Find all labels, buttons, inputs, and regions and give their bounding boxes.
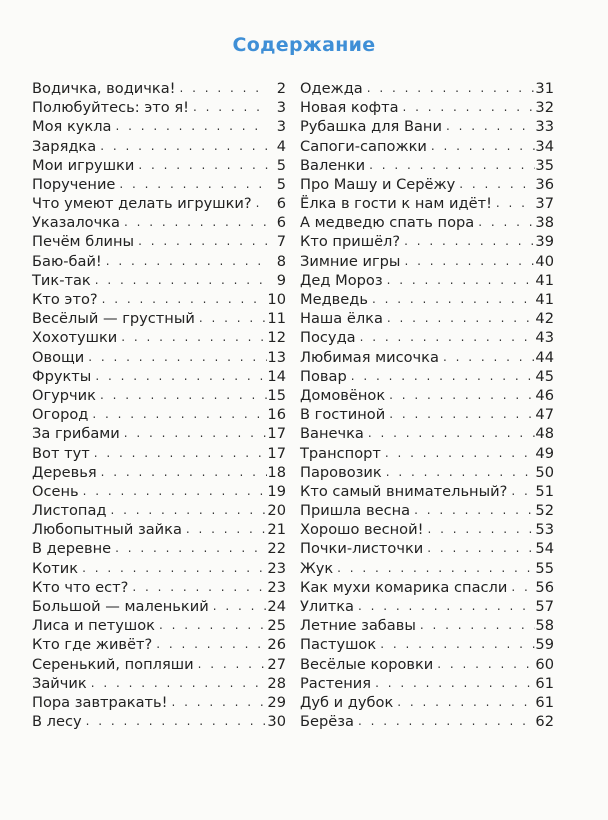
toc-entry: [32, 540, 286, 559]
toc-entry-page-number: 59: [535, 636, 554, 654]
toc-dot-leader: [84, 348, 267, 367]
toc-entry-page-number: 27: [267, 655, 286, 673]
toc-entry-title: Огурчик: [32, 386, 96, 404]
toc-entry: [300, 386, 554, 405]
toc-entry: [32, 156, 286, 175]
toc-entry-page-number: 61: [535, 674, 554, 692]
toc-entry-page-number: 23: [267, 559, 286, 577]
toc-entry-page-number: 19: [267, 482, 286, 500]
toc-entry: [300, 290, 554, 309]
toc-dot-leader: [383, 271, 536, 290]
toc-entry: [300, 444, 554, 463]
toc-entry: [300, 424, 554, 443]
toc-entry: [32, 367, 286, 386]
toc-entry: [32, 520, 286, 539]
toc-dot-leader: [79, 482, 268, 501]
toc-dot-leader: [209, 597, 268, 616]
toc-entry-title: Полюбуйтесь: это я!: [32, 99, 190, 117]
toc-entry-title: Домовёнок: [300, 386, 386, 404]
toc-entry-page-number: 44: [535, 348, 554, 366]
toc-dot-leader: [356, 328, 536, 347]
toc-entry: [32, 463, 286, 482]
toc-entry: [300, 252, 554, 271]
toc-dot-leader: [111, 539, 267, 558]
toc-entry: [300, 213, 554, 232]
toc-dot-leader: [410, 501, 535, 520]
toc-entry-page-number: 46: [535, 386, 554, 404]
toc-entry: [300, 463, 554, 482]
toc-dot-leader: [439, 348, 535, 367]
toc-dot-leader: [182, 520, 268, 539]
toc-entry: [32, 712, 286, 731]
toc-entry-title: Зимние игры: [300, 252, 401, 270]
toc-dot-leader: [385, 386, 535, 405]
toc-right-column: [300, 79, 554, 731]
toc-dot-leader: [455, 175, 535, 194]
toc-dot-leader: [91, 271, 268, 290]
toc-entry-page-number: 15: [267, 386, 286, 404]
toc-dot-leader: [354, 597, 535, 616]
toc-entry: [300, 693, 554, 712]
toc-dot-leader: [87, 674, 268, 693]
toc-entry: [300, 328, 554, 347]
toc-entry-title: Указалочка: [32, 214, 120, 232]
toc-entry: [300, 616, 554, 635]
toc-dot-leader: [376, 635, 535, 654]
toc-entry-title: Берёза: [300, 713, 354, 731]
toc-dot-leader: [155, 616, 267, 635]
toc-entry: [32, 655, 286, 674]
toc-entry: [300, 137, 554, 156]
toc-dot-leader: [474, 213, 535, 232]
toc-entry-page-number: 9: [276, 271, 286, 289]
toc-entry-title: Лиса и петушок: [32, 617, 155, 635]
toc-entry: [32, 501, 286, 520]
toc-entry: [32, 674, 286, 693]
toc-entry-page-number: 34: [535, 137, 554, 155]
toc-entry-page-number: 16: [267, 406, 286, 424]
toc-entry-title: В гостиной: [300, 406, 386, 424]
toc-entry: [300, 309, 554, 328]
toc-dot-leader: [492, 194, 536, 213]
toc-dot-leader: [120, 213, 268, 232]
toc-entry: [32, 194, 286, 213]
toc-entry-title: Моя кукла: [32, 118, 112, 136]
toc-entry-title: Ёлка в гости к нам идёт!: [300, 195, 492, 213]
toc-entry-title: Транспорт: [300, 444, 381, 462]
toc-entry-page-number: 62: [535, 713, 554, 731]
toc-entry-title: Кто где живёт?: [32, 636, 153, 654]
toc-entry-title: Печём блины: [32, 233, 135, 251]
toc-entry-title: Овощи: [32, 348, 85, 366]
toc-dot-leader: [400, 252, 535, 271]
toc-entry-title: Сапоги-сапожки: [300, 137, 427, 155]
toc-entry-page-number: 60: [535, 655, 554, 673]
toc-entry-title: Поручение: [32, 175, 116, 193]
toc-entry-title: Хохотушки: [32, 329, 118, 347]
toc-entry-page-number: 14: [267, 367, 286, 385]
toc-entry-page-number: 41: [535, 291, 554, 309]
toc-entry-page-number: 2: [276, 79, 286, 97]
toc-entry-page-number: 31: [535, 79, 554, 97]
toc-dot-leader: [416, 616, 536, 635]
toc-entry-title: Котик: [32, 559, 79, 577]
toc-entry-title: Листопад: [32, 502, 107, 520]
toc-entry-title: Мои игрушки: [32, 156, 135, 174]
toc-entry: [32, 348, 286, 367]
toc-entry-page-number: 51: [535, 482, 554, 500]
toc-entry: [300, 597, 554, 616]
toc-dot-leader: [365, 156, 535, 175]
toc-entry-title: Почки-листочки: [300, 540, 424, 558]
toc-entry: [32, 79, 286, 98]
toc-dot-leader: [333, 559, 535, 578]
toc-entry-title: Растения: [300, 674, 372, 692]
toc-entry-title: Про Машу и Серёжу: [300, 175, 456, 193]
toc-entry: [300, 540, 554, 559]
toc-entry-title: Любимая мисочка: [300, 348, 439, 366]
toc-entry-title: В деревне: [32, 540, 112, 558]
toc-entry-page-number: 57: [535, 598, 554, 616]
toc-entry-page-number: 49: [535, 444, 554, 462]
toc-entry-title: Что умеют делать игрушки?: [32, 195, 252, 213]
toc-entry-title: Одежда: [300, 79, 363, 97]
toc-dot-leader: [382, 463, 536, 482]
toc-dot-leader: [371, 674, 535, 693]
toc-entry-page-number: 24: [267, 598, 286, 616]
toc-dot-leader: [423, 539, 535, 558]
toc-entry-title: Деревья: [32, 463, 97, 481]
toc-entry-title: Летние забавы: [300, 617, 416, 635]
toc-entry: [32, 559, 286, 578]
toc-entry-title: Кто что ест?: [32, 578, 129, 596]
toc-dot-leader: [134, 232, 268, 251]
toc-entry-page-number: 39: [535, 233, 554, 251]
toc-entry: [300, 405, 554, 424]
toc-entry-title: Серенький, попляши: [32, 655, 194, 673]
toc-entry-title: Кто это?: [32, 291, 98, 309]
toc-entry-title: Кто пришёл?: [300, 233, 401, 251]
toc-entry-page-number: 58: [535, 617, 554, 635]
toc-dot-leader: [381, 444, 536, 463]
toc-entry: [32, 635, 286, 654]
toc-entry-title: Тик-так: [32, 271, 91, 289]
toc-entry: [300, 156, 554, 175]
toc-entry-page-number: 7: [276, 233, 286, 251]
toc-entry-page-number: 5: [276, 175, 286, 193]
toc-entry-title: Дед Мороз: [300, 271, 383, 289]
toc-entry-page-number: 8: [276, 252, 286, 270]
toc-dot-leader: [427, 137, 536, 156]
toc-entry: [300, 367, 554, 386]
toc-dot-leader: [115, 175, 268, 194]
toc-entry: [32, 328, 286, 347]
toc-entry-title: Посуда: [300, 329, 356, 347]
toc-dot-leader: [117, 328, 267, 347]
toc-entry: [32, 98, 286, 117]
toc-entry-page-number: 40: [535, 252, 554, 270]
toc-entry-title: Ванечка: [300, 425, 364, 443]
toc-entry-title: Баю-бай!: [32, 252, 102, 270]
toc-entry-page-number: 26: [267, 636, 286, 654]
toc-entry-page-number: 29: [267, 693, 286, 711]
toc-entry: [300, 98, 554, 117]
toc-dot-leader: [385, 405, 535, 424]
toc-entry-title: Рубашка для Вани: [300, 118, 442, 136]
toc-entry-title: Новая кофта: [300, 99, 399, 117]
toc-dot-leader: [134, 156, 268, 175]
toc-entry: [300, 635, 554, 654]
toc-entry-page-number: 50: [535, 463, 554, 481]
toc-entry: [300, 117, 554, 136]
toc-entry-page-number: 12: [267, 329, 286, 347]
toc-dot-leader: [97, 463, 268, 482]
toc-entry-title: Большой — маленький: [32, 598, 209, 616]
toc-entry-page-number: 4: [276, 137, 286, 155]
toc-entry: [300, 520, 554, 539]
toc-entry-page-number: 25: [267, 617, 286, 635]
toc-entry-page-number: 5: [276, 156, 286, 174]
toc-entry-page-number: 30: [267, 713, 286, 731]
toc-entry-page-number: 3: [276, 99, 286, 117]
toc-entry: [300, 712, 554, 731]
toc-dot-leader: [120, 424, 268, 443]
toc-entry: [32, 482, 286, 501]
toc-entry-title: Жук: [300, 559, 334, 577]
toc-entry-page-number: 48: [535, 425, 554, 443]
toc-entry-page-number: 11: [267, 310, 286, 328]
toc-entry: [300, 348, 554, 367]
toc-entry: [300, 501, 554, 520]
toc-entry-page-number: 38: [535, 214, 554, 232]
toc-entry-title: Фрукты: [32, 367, 92, 385]
toc-entry-title: Медведь: [300, 291, 368, 309]
toc-entry-title: Наша ёлка: [300, 310, 383, 328]
toc-entry-title: А медведю спать пора: [300, 214, 475, 232]
toc-entry: [300, 194, 554, 213]
toc-entry: [32, 309, 286, 328]
toc-entry: [300, 674, 554, 693]
toc-dot-leader: [383, 309, 536, 328]
toc-entry-title: В лесу: [32, 713, 82, 731]
toc-dot-leader: [152, 635, 267, 654]
toc-entry-title: Любопытный зайка: [32, 521, 182, 539]
toc-dot-leader: [78, 559, 267, 578]
toc-entry: [32, 252, 286, 271]
toc-entry-page-number: 37: [535, 195, 554, 213]
toc-dot-leader: [363, 79, 536, 98]
toc-entry-title: Пора завтракать!: [32, 693, 168, 711]
toc-dot-leader: [194, 655, 268, 674]
toc-entry-title: Огород: [32, 406, 89, 424]
toc-entry: [32, 271, 286, 290]
toc-dot-leader: [393, 693, 535, 712]
toc-entry-title: Паровозик: [300, 463, 382, 481]
toc-dot-leader: [107, 501, 268, 520]
toc-entry-page-number: 20: [267, 502, 286, 520]
toc-entry-title: Осень: [32, 482, 79, 500]
toc-entry-title: Вот тут: [32, 444, 90, 462]
toc-entry-title: Валенки: [300, 156, 366, 174]
toc-entry-title: Хорошо весной!: [300, 521, 424, 539]
toc-entry-page-number: 43: [535, 329, 554, 347]
toc-entry-page-number: 36: [535, 175, 554, 193]
toc-entry-title: Весёлый — грустный: [32, 310, 195, 328]
toc-dot-leader: [102, 252, 268, 271]
toc-dot-leader: [128, 578, 267, 597]
toc-entry-title: Весёлые коровки: [300, 655, 434, 673]
toc-dot-leader: [195, 309, 268, 328]
toc-dot-leader: [189, 98, 268, 117]
toc-entry-page-number: 10: [267, 291, 286, 309]
toc-dot-leader: [400, 232, 535, 251]
toc-entry: [300, 655, 554, 674]
toc-entry-title: Повар: [300, 367, 347, 385]
toc-entry-page-number: 33: [535, 118, 554, 136]
toc-left-column: [32, 79, 286, 731]
toc-entry-page-number: 47: [535, 406, 554, 424]
toc-entry-page-number: 3: [276, 118, 286, 136]
toc-entry: [32, 137, 286, 156]
toc-entry: [300, 559, 554, 578]
toc-entry: [32, 616, 286, 635]
toc-dot-leader: [252, 194, 268, 213]
toc-entry-page-number: 13: [267, 348, 286, 366]
toc-dot-leader: [364, 424, 536, 443]
toc-entry-page-number: 18: [267, 463, 286, 481]
toc-dot-leader: [368, 290, 535, 309]
toc-dot-leader: [96, 386, 267, 405]
toc-entry-page-number: 56: [535, 578, 554, 596]
toc-entry-title: Как мухи комарика спасли: [300, 578, 508, 596]
toc-entry: [300, 578, 554, 597]
toc-entry-page-number: 17: [267, 425, 286, 443]
toc-entry-page-number: 6: [276, 214, 286, 232]
toc-entry-title: Улитка: [300, 598, 354, 616]
toc-entry-title: Водичка, водичка!: [32, 79, 176, 97]
toc-entry: [32, 290, 286, 309]
page-title: Содержание: [232, 34, 376, 56]
toc-entry-title: Зарядка: [32, 137, 97, 155]
toc-entry: [32, 213, 286, 232]
toc-entry: [32, 597, 286, 616]
toc-dot-leader: [98, 290, 268, 309]
toc-dot-leader: [111, 117, 268, 136]
toc-dot-leader: [507, 578, 535, 597]
toc-entry: [300, 233, 554, 252]
toc-entry-page-number: 53: [535, 521, 554, 539]
toc-entry-title: Дуб и дубок: [300, 693, 394, 711]
toc-dot-leader: [433, 655, 535, 674]
toc-entry-page-number: 42: [535, 310, 554, 328]
toc-entry: [300, 482, 554, 501]
toc-entry-page-number: 52: [535, 502, 554, 520]
toc-entry-page-number: 21: [267, 521, 286, 539]
toc-entry-title: Пастушок: [300, 636, 377, 654]
toc-entry-page-number: 6: [276, 195, 286, 213]
toc-entry-page-number: 61: [535, 693, 554, 711]
toc-entry: [32, 424, 286, 443]
toc-dot-leader: [176, 79, 268, 98]
toc-entry-page-number: 22: [267, 540, 286, 558]
toc-entry: [32, 693, 286, 712]
toc-dot-leader: [354, 712, 535, 731]
toc-entry: [32, 386, 286, 405]
toc-dot-leader: [423, 520, 535, 539]
toc-entry: [32, 578, 286, 597]
toc-entry-page-number: 54: [535, 540, 554, 558]
toc-entry-page-number: 41: [535, 271, 554, 289]
toc-entry-page-number: 17: [267, 444, 286, 462]
toc-dot-leader: [347, 367, 536, 386]
toc-entry: [32, 117, 286, 136]
toc-entry-page-number: 32: [535, 99, 554, 117]
toc-entry: [32, 175, 286, 194]
toc-entry: [300, 79, 554, 98]
toc-entry: [32, 444, 286, 463]
toc-entry: [300, 271, 554, 290]
toc-entry-title: Пришла весна: [300, 502, 411, 520]
toc-dot-leader: [167, 693, 267, 712]
toc-dot-leader: [82, 712, 268, 731]
toc-dot-leader: [91, 367, 267, 386]
toc-entry-title: Зайчик: [32, 674, 87, 692]
toc-dot-leader: [96, 137, 268, 156]
toc-entry-page-number: 35: [535, 156, 554, 174]
toc-dot-leader: [90, 444, 268, 463]
toc-entry-page-number: 28: [267, 674, 286, 692]
toc-entry-title: Кто самый внимательный?: [300, 482, 508, 500]
toc-dot-leader: [442, 117, 535, 136]
toc-entry: [32, 233, 286, 252]
toc-dot-leader: [507, 482, 535, 501]
toc-entry: [32, 405, 286, 424]
toc-dot-leader: [88, 405, 267, 424]
toc-entry-page-number: 55: [535, 559, 554, 577]
toc-entry: [300, 175, 554, 194]
toc-entry-page-number: 23: [267, 578, 286, 596]
toc-entry-title: За грибами: [32, 425, 120, 443]
toc-entry-page-number: 45: [535, 367, 554, 385]
toc-dot-leader: [399, 98, 536, 117]
